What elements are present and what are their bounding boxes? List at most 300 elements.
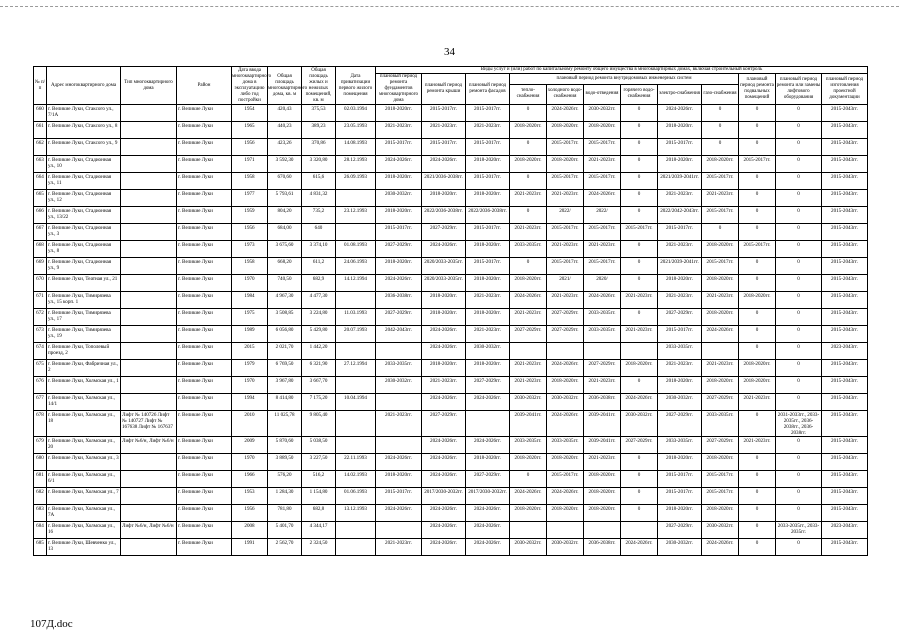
cell-gas: 2018-2020гг. <box>702 241 739 258</box>
cell-type <box>121 539 177 556</box>
cell-sewer: 2021-2023гг. <box>584 156 621 173</box>
cell-district: г. Великие Луки <box>177 488 232 505</box>
cell-roof: 2024-2026гг. <box>422 241 466 258</box>
cell-facade: 2024-2026гг. <box>466 437 510 454</box>
cell-year: 1954 <box>232 105 268 122</box>
cell-docs: 2023-2043гг. <box>822 343 868 360</box>
cell-year: 1977 <box>232 190 268 207</box>
cell-privatization-date <box>336 292 376 309</box>
cell-electric: 2027-2029гг. <box>658 411 702 437</box>
cell-year: 1956 <box>232 139 268 156</box>
cell-foundation: 2021-2023гг. <box>376 539 422 556</box>
cell-num: 684 <box>34 522 47 539</box>
cell-gas: 2015-2017гг. <box>702 207 739 224</box>
cell-area-total: 670,60 <box>268 173 302 190</box>
cell-privatization-date: 20.07.1993 <box>336 326 376 343</box>
cell-gas: 2015-2017гг. <box>702 488 739 505</box>
cell-basement: 2021-2023гг. <box>739 437 776 454</box>
cell-num: 678 <box>34 411 47 437</box>
cell-facade: 2021-2023гг. <box>466 292 510 309</box>
cell-area-total: 3 508,85 <box>268 309 302 326</box>
header-hot-water: горячего водо-снабжения <box>621 84 658 104</box>
cell-facade: 2018-2020гг. <box>466 275 510 292</box>
cell-heat: 2033-2035гг. <box>510 437 547 454</box>
cell-num: 664 <box>34 173 47 190</box>
cell-area-total: 6 769,50 <box>268 360 302 377</box>
cell-area-living: 370,86 <box>302 139 336 156</box>
cell-gas <box>702 343 739 360</box>
cell-roof: 2027-2029гг. <box>422 224 466 241</box>
cell-privatization-date: 27.12.1994 <box>336 360 376 377</box>
cell-type <box>121 258 177 275</box>
cell-address: г. Великие Луки, Тимирязева ул., 19 <box>47 326 121 343</box>
cell-gas: 2015-2017гг. <box>702 258 739 275</box>
cell-roof: 2024-2026гг. <box>422 471 466 488</box>
cell-year: 1958 <box>232 258 268 275</box>
cell-elevator: 0 <box>776 224 822 241</box>
cell-gas: 2021-2023гг. <box>702 360 739 377</box>
cell-docs: 2023-2043гг. <box>822 522 868 539</box>
cell-electric: 2018-2020гг. <box>658 156 702 173</box>
cell-electric: 2030-2032гг. <box>658 539 702 556</box>
cell-sewer: 2024-2026гг. <box>584 292 621 309</box>
cell-roof: 2021-2023гг. <box>422 377 466 394</box>
cell-sewer: 2018-2020гг. <box>584 122 621 139</box>
cell-heat: 2018-2020гг. <box>510 275 547 292</box>
cell-hot-water: 0 <box>621 258 658 275</box>
cell-area-total: 423,26 <box>268 139 302 156</box>
header-cold-water: холодного водо-снабжения <box>547 84 584 104</box>
table-row <box>34 156 868 173</box>
cell-foundation: 2027-2029гг. <box>376 241 422 258</box>
table-row <box>34 343 868 360</box>
cell-facade: 2027-2029гг. <box>466 377 510 394</box>
cell-heat: 2021-2023гг. <box>510 377 547 394</box>
cell-electric: 2030-2032гг. <box>658 394 702 411</box>
cell-roof: 2027-2029гг. <box>422 411 466 437</box>
cell-roof: 2024-2026гг. <box>422 437 466 454</box>
cell-district: г. Великие Луки <box>177 258 232 275</box>
cell-cold-water: 2033-2035гг. <box>547 437 584 454</box>
cell-gas: 2021-2023гг. <box>702 190 739 207</box>
cell-num: 673 <box>34 326 47 343</box>
cell-privatization-date: 14.08.1993 <box>336 139 376 156</box>
cell-address: г. Великие Луки, Стадионная ул., 9 <box>47 258 121 275</box>
cell-address: г. Великие Луки, Тополевый проезд, 2 <box>47 343 121 360</box>
cell-type <box>121 454 177 471</box>
cell-district: г. Великие Луки <box>177 173 232 190</box>
table-row <box>34 190 868 207</box>
cell-docs: 2015-2043гг. <box>822 411 868 437</box>
cell-sewer: 2015-2017гг. <box>584 173 621 190</box>
cell-area-living: 9 805,40 <box>302 411 336 437</box>
table-row <box>34 394 868 411</box>
cell-electric: 2018-2020гг. <box>658 122 702 139</box>
cell-num: 676 <box>34 377 47 394</box>
cell-sewer: 2036-2038гг. <box>584 394 621 411</box>
cell-address: г. Великие Луки, Холмская ул., 20 <box>47 437 121 454</box>
cell-basement: 0 <box>739 105 776 122</box>
cell-docs: 2015-2043гг. <box>822 190 868 207</box>
cell-area-living: 1 442,20 <box>302 343 336 360</box>
cell-heat: 0 <box>510 207 547 224</box>
cell-basement: 2018-2020гг. <box>739 292 776 309</box>
cell-hot-water: 2024-2026гг. <box>621 539 658 556</box>
cell-num: 677 <box>34 394 47 411</box>
cell-cold-water: 2030-2032гг. <box>547 394 584 411</box>
header-docs: плановый период изготовления проектной документации <box>822 74 868 105</box>
header-roof: плановый период ремонта крыши <box>422 74 466 105</box>
cell-elevator: 0 <box>776 360 822 377</box>
cell-area-total: 3 592,30 <box>268 156 302 173</box>
cell-electric: 2022/2042-2043гг. <box>658 207 702 224</box>
cell-foundation: 2018-2020гг. <box>376 105 422 122</box>
table-row <box>34 437 868 454</box>
cell-num: 672 <box>34 309 47 326</box>
cell-heat: 2024-2026гг. <box>510 488 547 505</box>
cell-district: г. Великие Луки <box>177 190 232 207</box>
cell-hot-water <box>621 343 658 360</box>
cell-district: г. Великие Луки <box>177 454 232 471</box>
document-filename: 107Д.doc <box>30 618 73 630</box>
cell-facade: 2018-2020гг. <box>466 360 510 377</box>
cell-electric: 2021/2039-2041гг. <box>658 173 702 190</box>
cell-area-total: 11 025,78 <box>268 411 302 437</box>
cell-district: г. Великие Луки <box>177 122 232 139</box>
cell-area-total: 1 284,30 <box>268 488 302 505</box>
cell-num: 675 <box>34 360 47 377</box>
cell-privatization-date <box>336 343 376 360</box>
cell-area-living: 5 429,80 <box>302 326 336 343</box>
cell-sewer <box>584 343 621 360</box>
cell-type <box>121 394 177 411</box>
cell-facade: 2021-2023гг. <box>466 326 510 343</box>
cell-foundation: 2021-2023гг. <box>376 411 422 437</box>
cell-type <box>121 471 177 488</box>
cell-hot-water: 0 <box>621 105 658 122</box>
cell-roof: 2024-2026гг. <box>422 505 466 522</box>
cell-address: г. Великие Луки, Холмская ул., 1 <box>47 377 121 394</box>
cell-area-living: 682,9 <box>302 275 336 292</box>
cell-heat: 0 <box>510 471 547 488</box>
cell-num: 665 <box>34 190 47 207</box>
cell-electric: 2018-2020гг. <box>658 505 702 522</box>
cell-privatization-date <box>336 224 376 241</box>
cell-heat: 2018-2020гг. <box>510 505 547 522</box>
cell-heat: 2018-2020гг. <box>510 156 547 173</box>
cell-privatization-date: 10.04.1994 <box>336 394 376 411</box>
cell-address: г. Великие Луки, Тимирязева ул., 15 корп. 1 <box>47 292 121 309</box>
table-row <box>34 488 868 505</box>
cell-elevator: 0 <box>776 343 822 360</box>
cell-privatization-date: 01.08.1993 <box>336 241 376 258</box>
cell-year: 2010 <box>232 411 268 437</box>
cell-elevator: 0 <box>776 326 822 343</box>
cell-cold-water: 2022/ <box>547 207 584 224</box>
cell-electric: 2021/2039-2041гг. <box>658 258 702 275</box>
cell-year: 1979 <box>232 360 268 377</box>
cell-elevator: 0 <box>776 454 822 471</box>
cell-basement: 0 <box>739 539 776 556</box>
cell-address: г. Великие Луки, Холмская ул., 7 <box>47 488 121 505</box>
cell-cold-water: 2030-2032гг. <box>547 539 584 556</box>
cell-elevator: 0 <box>776 241 822 258</box>
cell-basement: 0 <box>739 505 776 522</box>
cell-address: г. Великие Луки, Стаксого ул., 9 <box>47 139 121 156</box>
cell-basement: 2021-2023гг. <box>739 394 776 411</box>
cell-electric: 2018-2020гг. <box>658 454 702 471</box>
cell-area-living: 1 154,80 <box>302 488 336 505</box>
cell-docs: 2015-2043гг. <box>822 471 868 488</box>
cell-elevator: 2031-2033гг., 2033-2035гг., 2036-2038гг., 2036-2038гг. <box>776 411 822 437</box>
cell-basement: 0 <box>739 309 776 326</box>
cell-elevator: 0 <box>776 471 822 488</box>
cell-hot-water: 2024-2026гг. <box>621 394 658 411</box>
cell-electric: 2021-2023гг. <box>658 292 702 309</box>
cell-facade: 2018-2020гг. <box>466 190 510 207</box>
cell-type <box>121 360 177 377</box>
cell-district: г. Великие Луки <box>177 505 232 522</box>
cell-docs: 2015-2043гг. <box>822 326 868 343</box>
header-num: № п/п <box>34 67 47 105</box>
cell-docs: 2015-2043гг. <box>822 437 868 454</box>
cell-gas: 2018-2020гг. <box>702 505 739 522</box>
cell-foundation <box>376 343 422 360</box>
cell-year: 1965 <box>232 122 268 139</box>
cell-cold-water <box>547 522 584 539</box>
cell-sewer: 2036-2038гг. <box>584 539 621 556</box>
cell-num: 671 <box>34 292 47 309</box>
cell-year: 1994 <box>232 394 268 411</box>
cell-area-living: 6 321,90 <box>302 360 336 377</box>
cell-cold-water: 2024-2026гг. <box>547 411 584 437</box>
cell-elevator: 0 <box>776 105 822 122</box>
cell-num: 660 <box>34 105 47 122</box>
cell-elevator: 0 <box>776 190 822 207</box>
cell-sewer: 2015-2017гг. <box>584 224 621 241</box>
cell-facade: 2022/2036-2038гг. <box>466 207 510 224</box>
cell-foundation: 2021-2023гг. <box>376 122 422 139</box>
cell-foundation: 2030-2032гг. <box>376 190 422 207</box>
cell-privatization-date <box>336 522 376 539</box>
cell-gas: 2021-2023гг. <box>702 292 739 309</box>
cell-address: г. Великие Луки, Холмская ул., 6/1 <box>47 471 121 488</box>
header-year: Дата ввода многоквартирного дома в эксплуатацию либо год постройки <box>232 67 272 103</box>
cell-basement: 0 <box>739 258 776 275</box>
cell-privatization-date: 23.05.1993 <box>336 122 376 139</box>
cell-elevator: 0 <box>776 377 822 394</box>
cell-sewer: 2015-2017гг. <box>584 258 621 275</box>
cell-roof: 2015-2017гг. <box>422 105 466 122</box>
cell-year: 1956 <box>232 224 268 241</box>
cell-sewer: 2020/ <box>584 275 621 292</box>
cell-type <box>121 241 177 258</box>
cell-elevator: 0 <box>776 437 822 454</box>
cell-type: Лифт №6/н, Лифт №6/н <box>121 437 177 454</box>
cell-heat: 2021-2023гг. <box>510 309 547 326</box>
cell-facade: 2021-2023гг. <box>466 122 510 139</box>
table-row <box>34 411 868 437</box>
cell-area-total: 4 967,30 <box>268 292 302 309</box>
cell-area-living: 735,2 <box>302 207 336 224</box>
cell-gas: 2027-2029гг. <box>702 437 739 454</box>
cell-type <box>121 275 177 292</box>
cell-year: 1971 <box>232 156 268 173</box>
cell-hot-water: 0 <box>621 377 658 394</box>
cell-num: 683 <box>34 505 47 522</box>
cell-foundation: 2024-2026гг. <box>376 454 422 471</box>
cell-docs: 2015-2043гг. <box>822 275 868 292</box>
cell-type <box>121 488 177 505</box>
cell-cold-water: 2021/ <box>547 275 584 292</box>
cell-privatization-date: 11.03.1993 <box>336 309 376 326</box>
cell-facade: 2017/2030-2032гг. <box>466 488 510 505</box>
cell-privatization-date: 22.11.1993 <box>336 454 376 471</box>
cell-docs: 2015-2043гг. <box>822 309 868 326</box>
cell-basement: 0 <box>739 411 776 437</box>
cell-gas: 2027-2029гг. <box>702 394 739 411</box>
cell-heat: 2030-2032гг. <box>510 394 547 411</box>
cell-gas: 2033-2035гг. <box>702 411 739 437</box>
table-row <box>34 522 868 539</box>
cell-area-living: 2 324,50 <box>302 539 336 556</box>
header-group-main: Виды услуг и (или) работ по капитальному ремонту общего имущества в многоквартирных домах, включая строительный контроль <box>376 67 868 74</box>
cell-year: 1970 <box>232 377 268 394</box>
cell-area-total: 6 056,80 <box>268 326 302 343</box>
cell-area-living: 3 667,70 <box>302 377 336 394</box>
cell-year: 1991 <box>232 539 268 556</box>
cell-hot-water: 0 <box>621 275 658 292</box>
cell-hot-water: 2015-2017гг. <box>621 224 658 241</box>
cell-num: 680 <box>34 454 47 471</box>
cell-electric: 2021-2023гг. <box>658 190 702 207</box>
cell-gas: 0 <box>702 139 739 156</box>
table-row <box>34 292 868 309</box>
cell-type: Лифт №6/н, Лифт №6/н <box>121 522 177 539</box>
cell-roof: 2015-2017гг. <box>422 139 466 156</box>
cell-hot-water: 0 <box>621 309 658 326</box>
cell-sewer: 2039-2041гг. <box>584 411 621 437</box>
cell-area-living: 3 374,10 <box>302 241 336 258</box>
cell-sewer: 2024-2026гг. <box>584 190 621 207</box>
cell-facade: 2024-2026гг. <box>466 505 510 522</box>
cell-sewer: 2018-2020гг. <box>584 471 621 488</box>
cell-num: 679 <box>34 437 47 454</box>
cell-foundation <box>376 394 422 411</box>
cell-facade: 2018-2020гг. <box>466 309 510 326</box>
cell-district: г. Великие Луки <box>177 360 232 377</box>
cell-area-total: 3 675,60 <box>268 241 302 258</box>
cell-district: г. Великие Луки <box>177 437 232 454</box>
cell-year: 1966 <box>232 471 268 488</box>
cell-hot-water: 0 <box>621 122 658 139</box>
cell-address: г. Великие Луки, Холмская ул., 18 <box>47 411 121 437</box>
cell-roof: 2020/2033-2035гг. <box>422 275 466 292</box>
cell-basement: 0 <box>739 275 776 292</box>
cell-privatization-date: 26.09.1993 <box>336 173 376 190</box>
cell-roof: 2024-2026гг. <box>422 394 466 411</box>
cell-area-living: 682,8 <box>302 505 336 522</box>
cell-foundation <box>376 437 422 454</box>
cell-facade: 2015-2017гг. <box>466 173 510 190</box>
header-gas: газо-снабжения <box>702 84 739 104</box>
cell-foundation: 2018-2020гг. <box>376 471 422 488</box>
cell-address: г. Великие Луки, Стадионная ул., 3 <box>47 224 121 241</box>
cell-num: 668 <box>34 241 47 258</box>
cell-electric: 2021-2023гг. <box>658 241 702 258</box>
cell-roof: 2024-2026гг. <box>422 343 466 360</box>
cell-hot-water: 0 <box>621 241 658 258</box>
cell-district: г. Великие Луки <box>177 377 232 394</box>
cell-area-living: 375,53 <box>302 105 336 122</box>
cell-elevator: 0 <box>776 539 822 556</box>
cell-heat <box>510 522 547 539</box>
cell-roof: 2018-2020гг. <box>422 360 466 377</box>
cell-foundation: 2027-2029гг. <box>376 309 422 326</box>
cell-hot-water: 0 <box>621 505 658 522</box>
cell-foundation: 2015-2017гг. <box>376 488 422 505</box>
cell-foundation: 2036-2038гг. <box>376 292 422 309</box>
cell-address: г. Великие Луки, Стаксого ул., 8 <box>47 122 121 139</box>
header-area-total: Общая площадь многоквартирного дома, кв. м <box>268 67 302 105</box>
cell-foundation <box>376 522 422 539</box>
cell-type <box>121 156 177 173</box>
cell-basement: 0 <box>739 139 776 156</box>
cell-elevator: 0 <box>776 207 822 224</box>
cell-hot-water: 2021-2023гг. <box>621 292 658 309</box>
cell-hot-water: 0 <box>621 173 658 190</box>
table-row <box>34 539 868 556</box>
cell-electric: 2021-2023гг. <box>658 360 702 377</box>
table-header-row-1 <box>34 67 868 74</box>
cell-basement: 2015-2017гг. <box>739 241 776 258</box>
header-electric: электро-снабжения <box>658 84 702 104</box>
cell-basement: 0 <box>739 326 776 343</box>
cell-type <box>121 173 177 190</box>
cell-sewer: 2030-2032гг. <box>584 105 621 122</box>
cell-cold-water: 2015-2017гг. <box>547 139 584 156</box>
cell-basement: 0 <box>739 173 776 190</box>
cell-hot-water: 0 <box>621 488 658 505</box>
cell-electric: 2018-2020гг. <box>658 377 702 394</box>
cell-cold-water: 2021-2023гг. <box>547 241 584 258</box>
header-group-systems: плановый период ремонта внутридомовых инженерных систем <box>510 74 739 85</box>
cell-district: г. Великие Луки <box>177 411 232 437</box>
table-row <box>34 122 868 139</box>
cell-roof: 2024-2026гг. <box>422 156 466 173</box>
cell-area-total: 5 401,70 <box>268 522 302 539</box>
cell-area-living: 640 <box>302 224 336 241</box>
cell-gas: 2024-2026гг. <box>702 539 739 556</box>
cell-facade: 2015-2017гг. <box>466 224 510 241</box>
cell-roof: 2021/2036-2038гг. <box>422 173 466 190</box>
cell-docs: 2015-2043гг. <box>822 139 868 156</box>
cell-area-living: 4 831,32 <box>302 190 336 207</box>
cell-cold-water: 2015-2017гг. <box>547 258 584 275</box>
cell-hot-water: 0 <box>621 471 658 488</box>
cell-elevator: 2033-2035гг., 2033-2035гг. <box>776 522 822 539</box>
cell-address: г. Великие Луки, Холмская ул., 3 <box>47 454 121 471</box>
cell-year: 1958 <box>232 173 268 190</box>
header-area-living: Общая площадь жилых и нежилых помещений, кв. м <box>302 67 336 105</box>
cell-district: г. Великие Луки <box>177 343 232 360</box>
cell-area-total: 2 562,70 <box>268 539 302 556</box>
cell-docs: 2015-2043гг. <box>822 488 868 505</box>
cell-year: 1959 <box>232 207 268 224</box>
cell-area-total: 2 021,70 <box>268 343 302 360</box>
cell-privatization-date <box>336 539 376 556</box>
cell-elevator: 0 <box>776 505 822 522</box>
